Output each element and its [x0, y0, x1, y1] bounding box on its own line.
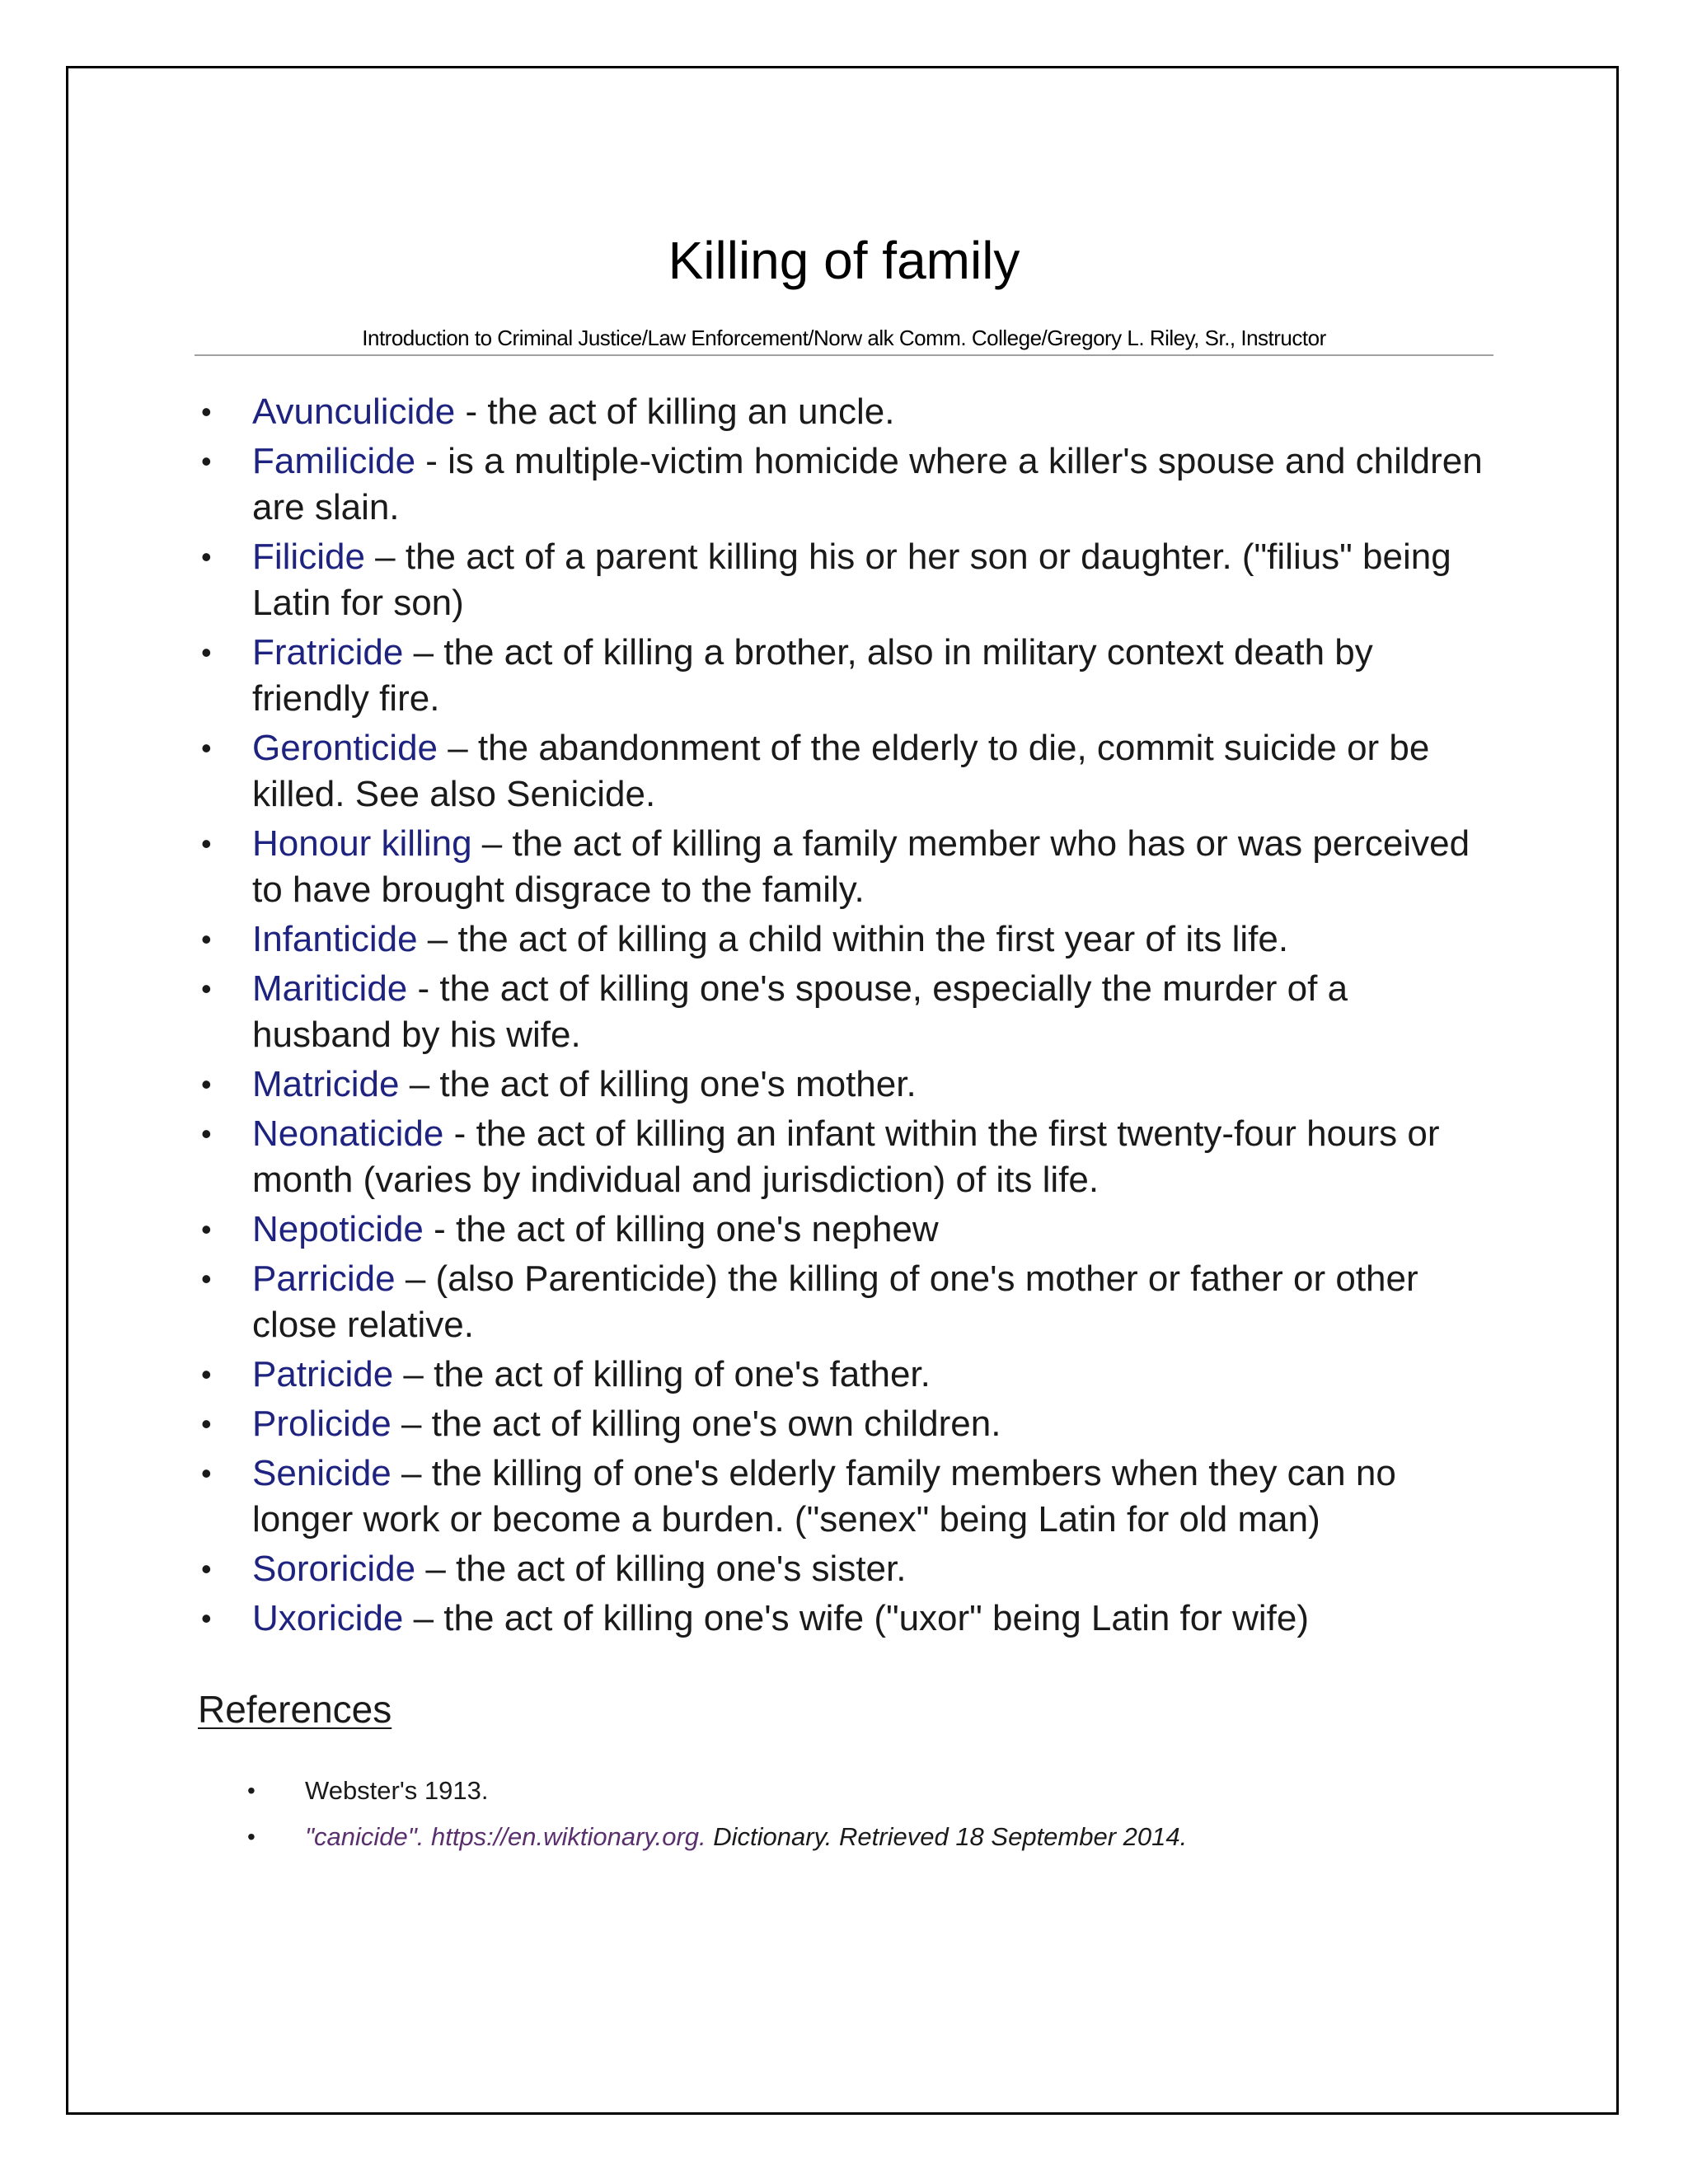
document-subtitle: Introduction to Criminal Justice/Law Enforcement/Norw alk Comm. College/Gregory L. Riley, Sr., Instructor [362, 326, 1326, 350]
term-definition: – the act of killing a family member who has or was perceived to have brought disgrace to the family. [252, 823, 1470, 910]
term-name[interactable]: Prolicide [252, 1404, 392, 1444]
term-definition: – the act of a parent killing his or her son or daughter. ("filius" being Latin for son) [252, 537, 1451, 623]
term-name[interactable]: Filicide [252, 537, 365, 577]
bullet-icon: • [201, 1601, 212, 1635]
bullet-icon: • [201, 1117, 212, 1151]
list-item [195, 1062, 1497, 1108]
bullet-icon: • [201, 540, 212, 574]
list-item [195, 1207, 1497, 1253]
list-item [195, 1401, 1497, 1447]
term-definition: – (also Parenticide) the killing of one's mother or father or other close relative. [252, 1258, 1418, 1345]
term-definition: – the act of killing one's mother. [399, 1064, 917, 1104]
term-definition: – the act of killing of one's father. [393, 1354, 931, 1394]
bullet-icon: • [201, 635, 212, 669]
list-item [195, 1352, 1497, 1398]
term-name[interactable]: Matricide [252, 1064, 400, 1104]
reference-list [247, 1774, 1484, 1866]
term-definition: – the act of killing one's sister. [415, 1549, 907, 1589]
term-name[interactable]: Parricide [252, 1258, 396, 1299]
bullet-icon: • [201, 1407, 212, 1441]
term-name[interactable]: Infanticide [252, 919, 418, 959]
bullet-icon: • [201, 1212, 212, 1246]
list-item [195, 966, 1497, 1058]
term-name[interactable]: Geronticide [252, 728, 438, 768]
bullet-icon: • [201, 922, 212, 956]
list-item [195, 725, 1497, 818]
list-item [195, 916, 1497, 963]
list-item [195, 630, 1497, 722]
bullet-icon: • [201, 972, 212, 1005]
term-name[interactable]: Mariticide [252, 968, 408, 1009]
bullet-icon: • [247, 1778, 256, 1803]
term-list [195, 389, 1497, 1645]
header-rule [195, 354, 1493, 356]
list-item [247, 1774, 1484, 1820]
term-name[interactable]: Neonaticide [252, 1113, 444, 1154]
term-definition: - the act of killing one's spouse, especially the murder of a husband by his wife. [252, 968, 1348, 1055]
term-definition: – the act of killing one's wife ("uxor" being Latin for wife) [403, 1598, 1310, 1638]
bullet-icon: • [201, 1456, 212, 1490]
reference-text: Webster's 1913. [305, 1776, 489, 1805]
term-definition: - the act of killing an uncle. [455, 391, 895, 432]
reference-link[interactable]: "canicide". https://en.wiktionary.org. [305, 1822, 706, 1851]
term-definition: - the act of killing an infant within the first twenty-four hours or month (varies by individual and jurisdiction) of its life. [252, 1113, 1440, 1200]
list-item [195, 1256, 1497, 1348]
term-name[interactable]: Honour killing [252, 823, 472, 864]
list-item [195, 821, 1497, 913]
term-name[interactable]: Avunculicide [252, 391, 456, 432]
term-name[interactable]: Sororicide [252, 1549, 416, 1589]
term-name[interactable]: Patricide [252, 1354, 394, 1394]
term-definition: – the killing of one's elderly family members when they can no longer work or become a burden. ("senex" being Latin for old man) [252, 1453, 1396, 1540]
reference-text: Dictionary. Retrieved 18 September 2014. [706, 1822, 1188, 1851]
bullet-icon: • [201, 827, 212, 860]
term-name[interactable]: Nepoticide [252, 1209, 424, 1249]
list-item [195, 534, 1497, 626]
term-definition: – the act of killing one's own children. [391, 1404, 1001, 1444]
bullet-icon: • [201, 1067, 212, 1101]
references-heading: References [198, 1688, 392, 1731]
term-definition: - the act of killing one's nephew [423, 1209, 939, 1249]
list-item [195, 389, 1497, 435]
list-item [195, 1546, 1497, 1592]
bullet-icon: • [201, 1357, 212, 1391]
bullet-icon: • [201, 1262, 212, 1296]
list-item [195, 438, 1497, 531]
term-definition: – the act of killing a brother, also in military context death by friendly fire. [252, 632, 1373, 719]
document-title: Killing of family [668, 231, 1020, 290]
term-definition: – the act of killing a child within the first year of its life. [417, 919, 1289, 959]
list-item [247, 1820, 1484, 1866]
bullet-icon: • [247, 1824, 256, 1849]
bullet-icon: • [201, 1552, 212, 1586]
list-item [195, 1596, 1497, 1642]
term-definition: – the abandonment of the elderly to die, commit suicide or be killed. See also Senicide. [252, 728, 1430, 814]
term-name[interactable]: Senicide [252, 1453, 392, 1493]
list-item [195, 1451, 1497, 1543]
bullet-icon: • [201, 731, 212, 765]
term-name[interactable]: Uxoricide [252, 1598, 404, 1638]
term-definition: - is a multiple-victim homicide where a killer's spouse and children are slain. [252, 441, 1483, 527]
bullet-icon: • [201, 395, 212, 429]
term-name[interactable]: Familicide [252, 441, 416, 481]
list-item [195, 1111, 1497, 1203]
bullet-icon: • [201, 444, 212, 478]
term-name[interactable]: Fratricide [252, 632, 404, 673]
